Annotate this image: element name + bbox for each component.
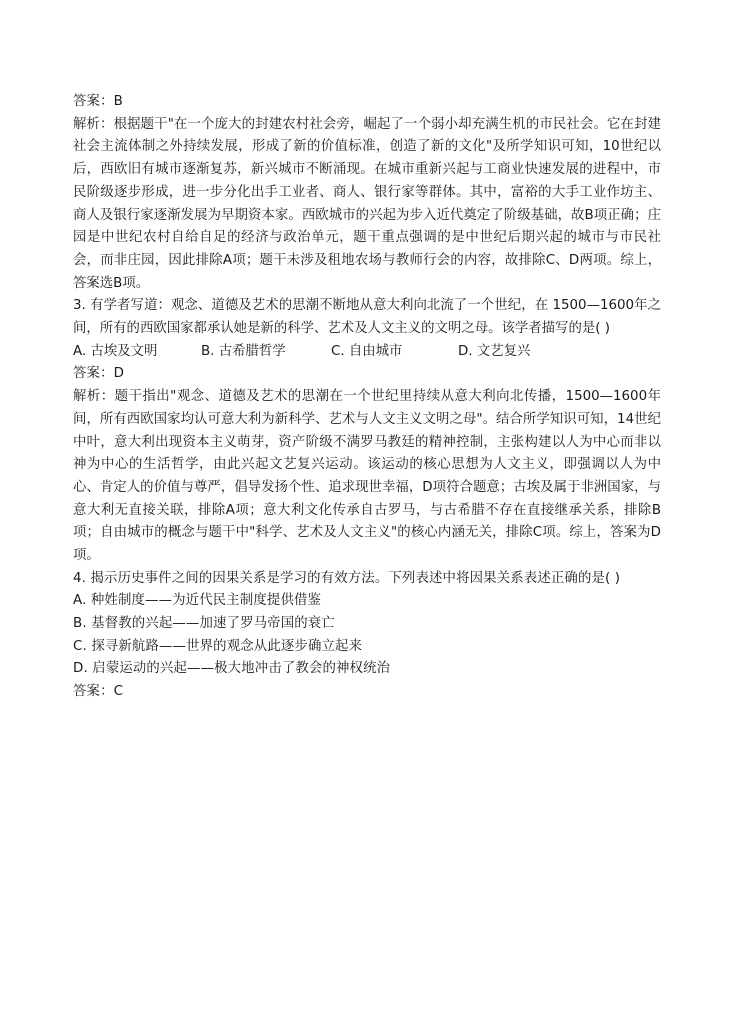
option-d: D. 文艺复兴 [458,343,531,359]
question-4-stem: 4. 揭示历史事件之间的因果关系是学习的有效方法。下列表述中将因果关系表述正确的是( ) [73,570,621,586]
analysis-paragraph: 解析：根据题干"在一个庞大的封建农村社会旁，崛起了一个弱小却充满生机的市民社会。它在封建社会主流体制之外持续发展，形成了新的价值标准，创造了新的文化"及所学知识可知，10世纪以后，西欧旧有城市逐渐复苏，新兴城市不断涌现。在城市重新兴起与工商业快速发展的进程中，市民阶级逐步形成，进一步分化出手工业者、商人、银行家等群体。其中，富裕的大手工业作坊主、商人及银行家逐渐发展为早期资本家。西欧城市的兴起为步入近代奠定了阶级基础，故B项正确；庄园是中世纪农村自给自足的经济与政治单元，题干重点强调的是中世纪后期兴起的城市与市民社会，而非庄园，因此排除A项；题干未涉及租地农场与教师行会的内容，故排除C、D两项。综上，答案选B项。 [73,116,661,291]
question-3-options [73,341,661,364]
answer-line: 答案：B [73,94,123,109]
option-c: C. 探寻新航路——世界的观念从此逐步确立起来 [73,638,363,654]
option-b: B. 基督教的兴起——加速了罗马帝国的衰亡 [73,616,335,632]
document-content [73,91,661,704]
question-3-stem: 3. 有学者写道：观念、道德及艺术的思潮不断地从意大利向北流了一个世纪，在 1500—1600年之间，所有的西欧国家都承认她是新的科学、艺术及人文主义的文明之母。该学者描写的是( ) [73,298,661,337]
answer-line: 答案：D [73,366,125,382]
answer-line: 答案：C [73,684,124,700]
option-b: B. 古希腊哲学 [201,343,286,359]
option-a: A. 古埃及文明 [73,343,158,359]
option-a: A. 种姓制度——为近代民主制度提供借鉴 [73,593,322,609]
analysis-paragraph: 解析：题干指出"观念、道德及艺术的思潮在一个世纪里持续从意大利向北传播，1500—1600年间，所有西欧国家均认可意大利为新科学、艺术与人文主义文明之母"。结合所学知识可知，14世纪中叶，意大利出现资本主义萌芽，资产阶级不满罗马教廷的精神控制，主张构建以人为中心而非以神为中心的生活哲学，由此兴起文艺复兴运动。该运动的核心思想为人文主义，即强调以人为中心、肯定人的价值与尊严，倡导发扬个性、追求现世幸福，D项符合题意；古埃及属于非洲国家，与意大利无直接关联，排除A项；意大利文化传承自古罗马，与古希腊不存在直接继承关系，排除B项；自由城市的概念与题干中"科学、艺术及人文主义"的核心内涵无关，排除C项。综上，答案为D项。 [73,389,661,564]
option-d: D. 启蒙运动的兴起——极大地冲击了教会的神权统治 [73,661,391,677]
option-c: C. 自由城市 [331,343,403,359]
